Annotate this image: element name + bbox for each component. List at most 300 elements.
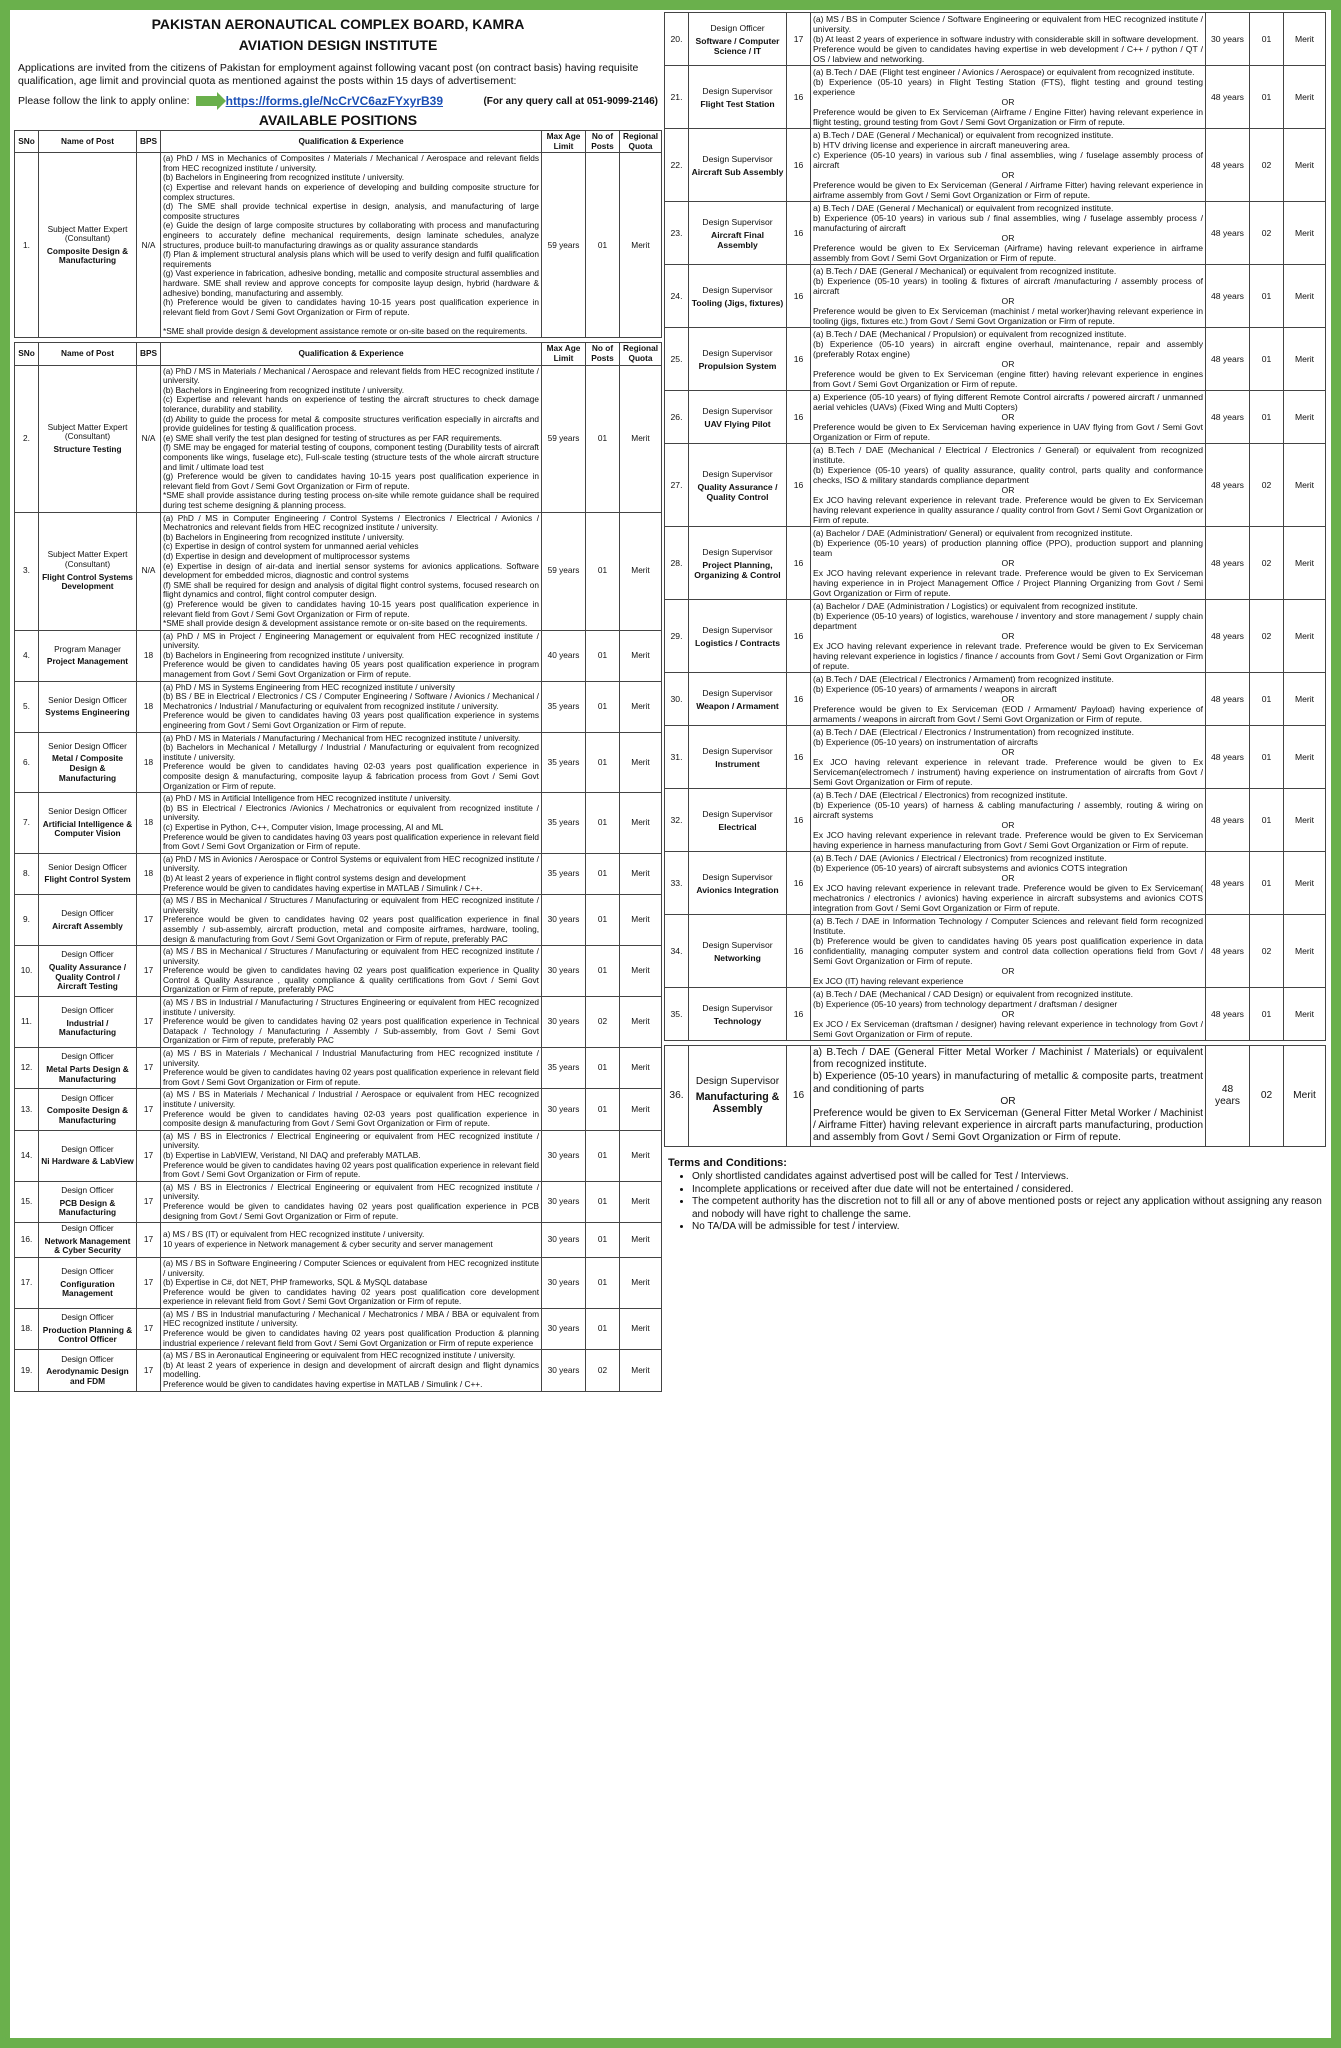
regional-quota: Merit — [620, 1130, 662, 1181]
qualification-line: a) B.Tech / DAE (General Fitter Metal Worker / Machinist / Materials) or equivalent from recognized institute. — [813, 1047, 1203, 1071]
col-age: Max Age Limit — [542, 131, 586, 153]
qualification-line: *SME shall provide design & development assistance remote or on-site based on the requirements. — [163, 325, 528, 336]
col-name: Name of Post — [39, 343, 137, 365]
qualification-line: (a) PhD / MS in Computer Engineering / Control Systems / Electronics / Electrical / Avionics / Mechatronics and relevant fields from HEC recognized institute / university. — [163, 512, 539, 533]
qualification-line: Ex JCO having relevant experience in relevant trade. Preference would be given to Ex Serviceman having experience in harness manufacturing from Govt / Semi Govt Organization or Firm of repute. — [813, 830, 1203, 850]
qualification-line: OR — [1001, 412, 1015, 422]
post-title: Flight Control System — [44, 874, 131, 885]
serial-number: 34. — [665, 915, 689, 988]
qualification-line: (a) B.Tech / DAE (Avionics / Electrical / Electronics) from recognized institute. — [813, 853, 1107, 863]
serial-number: 2. — [15, 365, 39, 512]
qualification-line: Preference would be given to Ex Serviceman (General / Airframe Fitter) having relevant experience in airframe assembly from Govt / Semi Govt Organization or Firm of repute. — [813, 180, 1203, 200]
qualification-line: (c) Expertise in design of control system for unmanned aerial vehicles — [163, 541, 419, 552]
post-title: Technology — [713, 1015, 762, 1026]
post-title: Industrial / Manufacturing — [58, 1017, 117, 1038]
qualification-line: (a) Bachelor / DAE (Administration / Logistics) or equivalent from recognized institute. — [813, 601, 1138, 611]
qualification-line: Ex JCO having relevant experience in relevant trade. Preference would be given to Ex Serviceman having relevant experience in quality assurance / quality control from Govt / Semi Govt Organization or Firm of repute. — [813, 495, 1203, 525]
regional-quota: Merit — [1284, 988, 1326, 1041]
bps-value: 17 — [137, 1350, 161, 1391]
qualification-line: OR — [1001, 485, 1015, 495]
post-role: Design Supervisor — [702, 624, 773, 635]
post-count: 01 — [586, 630, 620, 681]
qualification-line: Ex JCO having relevant experience in relevant trade. Preference would be given to Ex Serviceman having relevant experience in logistics / finance / accounts from Govt / Semi Govt Organization or Firm of repute. — [813, 641, 1203, 671]
post-title: Composite Design & Manufacturing — [46, 245, 129, 266]
bps-value: 16 — [787, 391, 811, 444]
table-row — [665, 328, 1326, 391]
table-row — [665, 202, 1326, 265]
query-phone: (For any query call at 051-9099-2146) — [483, 95, 658, 107]
col-sno: SNo — [15, 131, 39, 153]
qualification-line: (e) SME shall verify the test plan designed for testing of structures as per FAR requirements. — [163, 432, 502, 443]
col-qual: Qualification & Experience — [161, 343, 542, 365]
col-qual: Qualification & Experience — [161, 131, 542, 153]
qualification-line: (f) Plan & implement structural analysis plans which will be used to verify design and fulfil qualification requirements — [163, 249, 539, 269]
qualification-cell — [161, 853, 542, 894]
serial-number: 29. — [665, 600, 689, 673]
post-title: Logistics / Contracts — [695, 637, 780, 648]
regional-quota: Merit — [620, 153, 662, 338]
qualification-cell — [161, 1350, 542, 1391]
qualification-line: Preference would be given to candidates having 05 years post qualification experience in program management from Govt / Semi Govt Organization or Firm of repute. — [163, 659, 539, 680]
age-limit: 48 years — [1206, 915, 1250, 988]
qualification-line: Preference would be given to Ex Serviceman (Airframe / Engine Fitter) having relevant experience in flight testing, ground testing from Govt / Semi Govt Organization or Firm of repute. — [813, 107, 1203, 127]
qualification-cell — [811, 129, 1206, 202]
regional-quota: Merit — [620, 512, 662, 630]
regional-quota: Merit — [620, 1350, 662, 1391]
bps-value: 16 — [787, 852, 811, 915]
age-limit: 30 years — [1206, 13, 1250, 66]
qualification-cell — [811, 527, 1206, 600]
qualification-cell — [161, 1257, 542, 1308]
post-count: 01 — [586, 1308, 620, 1349]
qualification-line: (a) B.Tech / DAE (Electrical / Electronics / Armament) from recognized institute. — [813, 674, 1114, 684]
qualification-line: (a) B.Tech / DAE (Mechanical / Propulsion) or equivalent from recognized institute. — [813, 329, 1127, 339]
age-limit: 30 years — [542, 997, 586, 1048]
post-name-cell — [39, 946, 137, 997]
col-posts: No of Posts — [586, 343, 620, 365]
qualification-line: (a) MS / BS in Mechanical / Structures / Manufacturing or equivalent from HEC recognized institute / university. — [163, 946, 539, 966]
qualification-line: Preference would be given to candidates having 02 years post qualification experience in Technical Datapack / Technology / Manufacturing / Assembly / Sub-assembly, from Govt / Semi Govt Organization or Firm of repute, preferably PAC — [163, 1016, 539, 1046]
qualification-line: Preference would be given to candidates having 02 years post qualification experience in PCB designing from Govt / Semi Govt Organization or Firm of repute. — [163, 1200, 539, 1221]
qualification-cell — [161, 365, 542, 512]
serial-number: 5. — [15, 681, 39, 732]
qualification-line: *SME shall provide design & development assistance remote or on-site based on the requirements. — [163, 618, 528, 629]
post-role: Design Supervisor — [702, 405, 773, 416]
post-title: Artificial Intelligence & Computer Vision — [42, 818, 133, 839]
age-limit: 48 years — [1206, 265, 1250, 328]
bps-value: 17 — [137, 1181, 161, 1222]
qualification-line: Preference would be given to candidates having 02-03 years post qualification experience in composite design & manufacturing from Govt / Semi Govt Organization or Firm of repute. — [163, 1108, 539, 1129]
qualification-line: (b) Experience (05-10 years) on instrumentation of aircrafts — [813, 737, 1038, 747]
qualification-line: Preference would be given to candidates having 03 years post qualification experience in systems engineering from Govt / Semi Govt Organization or Firm of repute. — [163, 710, 539, 731]
qualification-cell — [811, 13, 1206, 66]
post-count: 01 — [586, 153, 620, 338]
post-role: Design Officer — [61, 1143, 114, 1154]
bps-value: 18 — [137, 630, 161, 681]
regional-quota: Merit — [1284, 673, 1326, 726]
post-title: Propulsion System — [698, 360, 777, 371]
age-limit: 35 years — [542, 732, 586, 793]
post-role: Design Supervisor — [702, 347, 773, 358]
positions-table-a — [14, 130, 662, 338]
post-title: Production Planning & Control Officer — [42, 1324, 133, 1345]
qualification-line: (b) Experience (05-10 years) of armaments / weapons in aircraft — [813, 684, 1057, 694]
qualification-line: (c) Expertise in Python, C++, Computer vision, Image processing, AI and ML — [163, 821, 444, 832]
serial-number: 33. — [665, 852, 689, 915]
regional-quota: Merit — [620, 1308, 662, 1349]
regional-quota: Merit — [620, 630, 662, 681]
qualification-cell — [161, 1089, 542, 1130]
qualification-cell — [161, 895, 542, 946]
qualification-line: (b) Bachelors in Engineering from recognized institute / university. — [163, 649, 405, 660]
terms-item: • Only shortlisted candidates against advertised post will be called for Test / Interviews. — [692, 1171, 1322, 1184]
qualification-cell — [161, 1223, 542, 1258]
post-role: Design Supervisor — [702, 1002, 773, 1013]
post-count: 02 — [1250, 129, 1284, 202]
qualification-line: OR — [1001, 233, 1015, 243]
regional-quota: Merit — [1284, 265, 1326, 328]
post-title: Aircraft Sub Assembly — [691, 166, 784, 177]
post-title: Structure Testing — [53, 443, 122, 454]
bps-value: 16 — [787, 129, 811, 202]
regional-quota: Merit — [620, 1223, 662, 1258]
regional-quota: Merit — [620, 1181, 662, 1222]
serial-number: 19. — [15, 1350, 39, 1391]
qualification-cell — [811, 852, 1206, 915]
qualification-line: (a) MS / BS in Industrial / Manufacturing / Structures Engineering or equivalent from HEC recognized institute / university. — [163, 997, 539, 1017]
post-name-cell — [39, 365, 137, 512]
qualification-line: (b) BS in Electrical / Electronics /Avionics / Mechatronics or equivalent from recognized institute / university. — [163, 802, 539, 823]
qualification-line: (a) MS / BS in Electronics / Electrical Engineering or equivalent from HEC recognized institute / university. — [163, 1181, 539, 1202]
table-row — [15, 153, 662, 338]
qualification-line: (a) B.Tech / DAE in Information Technology / Computer Sciences and relevant field form recognized Institute. — [813, 916, 1203, 936]
serial-number: 32. — [665, 789, 689, 852]
post-count: 01 — [586, 1181, 620, 1222]
qualification-line: Preference would be given to candidates having 02 years post qualification experience in final assembly / sub-assembly, aircraft production, metal and composite airframes, hardware, tooling, design & manufacturing from Govt / Semi Govt Organization or Firm of repute, preferably PAC — [163, 914, 539, 944]
qualification-cell — [161, 1181, 542, 1222]
serial-number: 21. — [665, 66, 689, 129]
post-role: Design Officer — [61, 1353, 114, 1364]
qualification-line: Preference would be given to Ex Serviceman (machinist / metal worker)having relevant experience in tooling (jigs, fixtures etc.) from Govt / Semi Govt Organization or Firm of repute. — [813, 306, 1203, 326]
qualification-line: (a) B.Tech / DAE (Mechanical / CAD Design) or equivalent from recognized institute. — [813, 989, 1134, 999]
regional-quota: Merit — [1284, 527, 1326, 600]
post-title: Composite Design & Manufacturing — [46, 1105, 129, 1125]
post-title: Instrument — [715, 758, 760, 769]
post-role: Senior Design Officer — [48, 806, 127, 817]
qualification-cell — [161, 732, 542, 793]
qualification-line: (a) MS / BS in Electronics / Electrical Engineering or equivalent from HEC recognized institute / university. — [163, 1130, 539, 1151]
post-role: Design Supervisor — [702, 546, 773, 557]
qualification-line: Preference would be given to candidates having 02 years post qualification experience in relevant field from Govt / Semi Govt Organization or Firm of repute. — [163, 1159, 539, 1180]
qualification-line: (b) At least 2 years of experience in design and development of aircraft design and flight dynamics modelling. — [163, 1359, 539, 1380]
serial-number: 15. — [15, 1181, 39, 1222]
qualification-cell — [161, 630, 542, 681]
qualification-line: (b) Preference would be given to candidates having 05 years post qualification experience in data confidentiality, managing computer system and control data collection operations field from Govt / Semi Govt Organization or Firm of repute. — [813, 936, 1203, 966]
qualification-line: (d) Expertise in design and development of multiprocessor systems — [163, 550, 410, 561]
table-row — [15, 997, 662, 1048]
post-role: Design Supervisor — [695, 1076, 780, 1087]
age-limit: 35 years — [542, 1048, 586, 1089]
post-count: 01 — [1250, 789, 1284, 852]
bps-value: 18 — [137, 793, 161, 854]
bps-value: 16 — [787, 600, 811, 673]
post-title: Network Management & Cyber Security — [44, 1235, 131, 1256]
qualification-line: Preference would be given to candidates having expertise in MATLAB / Simulink / C++. — [163, 1379, 483, 1390]
regional-quota: Merit — [1284, 726, 1326, 789]
left-column — [14, 12, 662, 1392]
serial-number: 9. — [15, 895, 39, 946]
qualification-cell — [811, 726, 1206, 789]
qualification-cell — [161, 793, 542, 854]
post-count: 01 — [586, 365, 620, 512]
regional-quota: Merit — [1284, 13, 1326, 66]
qualification-line: Ex JCO (IT) having relevant experience — [813, 976, 964, 986]
post-title: PCB Design & Manufacturing — [58, 1197, 117, 1218]
qualification-line: (a) MS / BS in Industrial manufacturing / Mechanical / Mechatronics / MBA / BBA or equivalent from HEC recognized institute / university. — [163, 1308, 539, 1329]
qualification-cell — [811, 789, 1206, 852]
serial-number: 23. — [665, 202, 689, 265]
qualification-line: Ex JCO having relevant experience in relevant trade. Preference would be given to Ex Serviceman( mechatronics / electronics / avionics) having experience in aircraft subsystems and avionics COTS integration from Govt / Semi Govt Organization or Firm of repute. — [813, 883, 1203, 913]
post-role: Subject Matter Expert (Consultant) — [47, 421, 128, 442]
table-row — [665, 1046, 1326, 1147]
bps-value: 17 — [137, 1308, 161, 1349]
post-count: 01 — [1250, 13, 1284, 66]
regional-quota: Merit — [620, 895, 662, 946]
serial-number: 22. — [665, 129, 689, 202]
qualification-line: (b) At least 2 years of experience in software industry with considerable skill in software development. — [813, 34, 1199, 44]
post-title: Metal Parts Design & Manufacturing — [46, 1063, 129, 1084]
qualification-cell — [161, 512, 542, 630]
bps-value: 16 — [787, 527, 811, 600]
regional-quota: Merit — [620, 1089, 662, 1130]
serial-number: 24. — [665, 265, 689, 328]
bps-value: 17 — [137, 946, 161, 997]
post-count: 01 — [586, 1223, 620, 1258]
post-name-cell — [689, 444, 787, 527]
post-role: Design Supervisor — [702, 871, 773, 882]
age-limit: 30 years — [542, 895, 586, 946]
serial-number: 7. — [15, 793, 39, 854]
qualification-line: (f) SME may be engaged for material testing of coupons, component testing (Durability tests of aircraft components like wings, fuselage etc), Full-scale testing (structure tests of the whole aircraft structure and limit / ultimate load test — [163, 442, 539, 472]
serial-number: 16. — [15, 1223, 39, 1258]
post-title: Avionics Integration — [696, 884, 779, 895]
terms-list — [668, 1171, 1322, 1234]
regional-quota: Merit — [1284, 852, 1326, 915]
post-role: Senior Design Officer — [48, 694, 127, 705]
apply-link[interactable]: https://forms.gle/NcCrVC6azFYxyrB39 — [225, 94, 444, 108]
table-row — [15, 512, 662, 630]
regional-quota: Merit — [1284, 66, 1326, 129]
qualification-line: Preference would be given to candidates having expertise in web development / C++ / python / QT / OS / labview and networking. — [813, 44, 1203, 64]
post-count: 01 — [1250, 265, 1284, 328]
bps-value: N/A — [137, 365, 161, 512]
qualification-line: (b) At least 2 years of experience in flight control systems design and development — [163, 872, 466, 883]
qualification-cell — [161, 1048, 542, 1089]
table-row — [665, 673, 1326, 726]
qualification-line: (b) Experience (05-10 years) of harness & cabling manufacturing / assembly, routing & wiring on aircraft systems — [813, 800, 1203, 820]
col-sno: SNo — [15, 343, 39, 365]
col-posts: No of Posts — [586, 131, 620, 153]
positions-table-d — [664, 1045, 1326, 1147]
serial-number: 4. — [15, 630, 39, 681]
post-title: Manufacturing & Assembly — [695, 1091, 780, 1116]
apply-prefix: Please follow the link to apply online: — [18, 95, 190, 107]
post-title: Quality Assurance / Quality Control — [697, 481, 778, 502]
qualification-line: (a) MS / BS in Computer Science / Software Engineering or equivalent from HEC recognized institute / university. — [813, 14, 1203, 34]
qualification-line: OR — [1001, 694, 1015, 704]
qualification-line: (b) Experience (05-10 years) of production planning office (PPO), production support and planning team — [813, 538, 1203, 558]
bps-value: 17 — [137, 895, 161, 946]
bps-value: 16 — [787, 444, 811, 527]
post-role: Design Officer — [61, 1185, 114, 1196]
table-row — [665, 129, 1326, 202]
age-limit: 48 years — [1206, 527, 1250, 600]
bps-value: 16 — [787, 328, 811, 391]
serial-number: 13. — [15, 1089, 39, 1130]
post-role: Design Officer — [61, 1266, 114, 1276]
qualification-line: Preference would be given to candidates having 02 years post qualification core development experience in relevant field from Govt / Semi Govt Organization or Firm of repute. — [163, 1286, 539, 1307]
qualification-line: (a) MS / BS in Mechanical / Structures / Manufacturing or equivalent from HEC recognized institute / university. — [163, 895, 539, 915]
qualification-line: (d) The SME shall provide technical expertise in design, analysis, and manufacturing of large composite structures — [163, 201, 539, 221]
table-row — [15, 1130, 662, 1181]
post-name-cell — [39, 512, 137, 630]
table-row — [15, 630, 662, 681]
bps-value: 17 — [787, 13, 811, 66]
regional-quota: Merit — [1284, 444, 1326, 527]
qualification-line: (b) Experience (05-10 years) of aircraft subsystems and avionics COTS integration — [813, 863, 1128, 873]
post-count: 01 — [1250, 328, 1284, 391]
post-count: 01 — [586, 946, 620, 997]
table-row — [665, 444, 1326, 527]
table-row — [15, 1181, 662, 1222]
qualification-line: (b) Bachelors in Engineering from recognized institute / university. — [163, 384, 405, 395]
post-name-cell — [689, 391, 787, 444]
serial-number: 18. — [15, 1308, 39, 1349]
post-name-cell — [689, 527, 787, 600]
age-limit: 30 years — [542, 1350, 586, 1391]
qualification-cell — [811, 673, 1206, 726]
serial-number: 6. — [15, 732, 39, 793]
post-name-cell — [39, 153, 137, 338]
qualification-line: c) Experience (05-10 years) in various sub / final assemblies, wing / fuselage assembly process of aircraft — [813, 150, 1203, 170]
qualification-line: (c) Expertise and relevant hands on experience of testing the aircraft structures to check damage tolerance, durability and stability. — [163, 394, 539, 415]
serial-number: 31. — [665, 726, 689, 789]
post-count: 01 — [586, 853, 620, 894]
qualification-line: (a) MS / BS in Materials / Mechanical / Industrial / Aerospace or equivalent from HEC recognized institute / university. — [163, 1089, 539, 1109]
post-name-cell — [39, 1223, 137, 1258]
table-header-row — [15, 343, 662, 365]
table-row — [15, 946, 662, 997]
qualification-line: (b) Experience (05-10 years) in tooling & fixtures of aircraft /manufacturing / assembly process of aircraft — [813, 276, 1203, 296]
right-column — [664, 12, 1326, 1234]
qualification-line: Preference would be given to candidates having 03 years post qualification experience in relevant field from Govt / Semi Govt Organization or Firm of repute. — [163, 831, 539, 852]
qualification-line: OR — [1001, 359, 1015, 369]
institute-title: AVIATION DESIGN INSTITUTE — [238, 37, 438, 53]
qualification-line: (a) Bachelor / DAE (Administration/ General) or equivalent from recognized institute. — [813, 528, 1133, 538]
post-title: UAV Flying Pilot — [704, 418, 771, 429]
qualification-line: OR — [1001, 296, 1015, 306]
age-limit: 59 years — [542, 512, 586, 630]
col-age: Max Age Limit — [542, 343, 586, 365]
qualification-cell — [811, 915, 1206, 988]
table-row — [665, 66, 1326, 129]
qualification-line: (d) Ability to guide the process for metal & composite structures verification especially in aircrafts and provide guidelines for testing & qualification process. — [163, 413, 539, 434]
table-row — [665, 527, 1326, 600]
serial-number: 1. — [15, 153, 39, 338]
post-count: 01 — [586, 1089, 620, 1130]
regional-quota: Merit — [1284, 391, 1326, 444]
post-name-cell — [39, 895, 137, 946]
table-row — [665, 852, 1326, 915]
post-name-cell — [689, 789, 787, 852]
qualification-line: (e) Expertise in design of air-data and inertial sensor systems for avionics applications. Software development for embedded micros, diagnostic and control systems — [163, 560, 539, 581]
table-row — [665, 265, 1326, 328]
serial-number: 8. — [15, 853, 39, 894]
table-row — [665, 915, 1326, 988]
post-count: 01 — [1250, 391, 1284, 444]
qualification-cell — [161, 1308, 542, 1349]
post-name-cell — [39, 1257, 137, 1308]
age-limit: 48 years — [1206, 66, 1250, 129]
qualification-line: (e) Guide the design of large composite structures by collaborating with process and manufacturing engineers to accurately define mechanical requirements, design laminate schedules, analyze structures, produce built-to manufacturing drawings as or quality assurance standards — [163, 220, 539, 250]
post-name-cell — [689, 726, 787, 789]
post-title: Electrical — [718, 821, 757, 832]
table-row — [15, 1048, 662, 1089]
post-name-cell — [689, 673, 787, 726]
post-name-cell — [689, 915, 787, 988]
qualification-line: (a) PhD / MS in Artificial Intelligence from HEC recognized institute / university. — [163, 793, 452, 804]
post-title: Aerodynamic Design and FDM — [46, 1366, 129, 1386]
qualification-line: Ex JCO / Ex Serviceman (draftsman / designer) having relevant experience in technology from Govt / Semi Govt Organization or Firm of repute. — [813, 1019, 1203, 1039]
table-row — [15, 1223, 662, 1258]
age-limit: 48 years — [1206, 988, 1250, 1041]
bps-value: 17 — [137, 1257, 161, 1308]
qualification-line: (a) B.Tech / DAE (Mechanical / Electrical / Electronics / General) or equivalent from recognized institute. — [813, 445, 1203, 465]
serial-number: 12. — [15, 1048, 39, 1089]
post-count: 01 — [586, 512, 620, 630]
post-role: Design Officer — [61, 1005, 114, 1016]
qualification-line: (a) MS / BS in Aeronautical Engineering or equivalent from HEC recognized institute / university. — [163, 1350, 516, 1361]
table-header-row — [15, 131, 662, 153]
qualification-line: b) Experience (05-10 years) in various sub / final assemblies, wing / fuselage assembly process / manufacturing of aircraft — [813, 213, 1203, 233]
post-name-cell — [39, 630, 137, 681]
bps-value: 17 — [137, 1048, 161, 1089]
post-role: Design Supervisor — [702, 808, 773, 819]
qualification-line: (a) PhD / MS in Mechanics of Composites / Materials / Mechanical / Aerospace and relevant fields from HEC recognized institute / university. — [163, 153, 539, 173]
qualification-cell — [811, 444, 1206, 527]
terms-item: • No TA/DA will be admissible for test / interview. — [692, 1221, 1322, 1234]
serial-number: 28. — [665, 527, 689, 600]
post-name-cell — [39, 1048, 137, 1089]
qualification-cell — [161, 997, 542, 1048]
qualification-line: (b) Bachelors in Mechanical / Metallurgy / Industrial / Manufacturing or equivalent from recognized institute / university. — [163, 742, 539, 762]
qualification-line: a) B.Tech / DAE (General / Mechanical) or equivalent from recognized institute. — [813, 130, 1114, 140]
regional-quota: Merit — [620, 853, 662, 894]
qualification-line: *SME shall provide assistance during testing process on-site while remote guidance shall be required during test scheme designing & planning process. — [163, 490, 539, 510]
post-name-cell — [689, 129, 787, 202]
age-limit: 48 years — [1206, 444, 1250, 527]
qualification-line: (b) Expertise in LabVIEW, Veristand, NI DAQ and preferably MATLAB. — [163, 1149, 421, 1160]
table-row — [15, 793, 662, 854]
post-name-cell — [39, 1181, 137, 1222]
qualification-line: a) B.Tech / DAE (General / Mechanical) or equivalent from recognized institute. — [813, 203, 1114, 213]
post-role: Program Manager — [54, 643, 121, 654]
bps-value: 18 — [137, 681, 161, 732]
regional-quota: Merit — [620, 732, 662, 793]
qualification-line: (g) Preference would be given to candidates having 10-15 years post qualification experience in relevant field from Govt / Semi Govt Organization or Firm of repute. — [163, 471, 539, 491]
terms-item: • Incomplete applications or received after due date will not be entertained / considered. — [692, 1184, 1322, 1197]
serial-number: 17. — [15, 1257, 39, 1308]
